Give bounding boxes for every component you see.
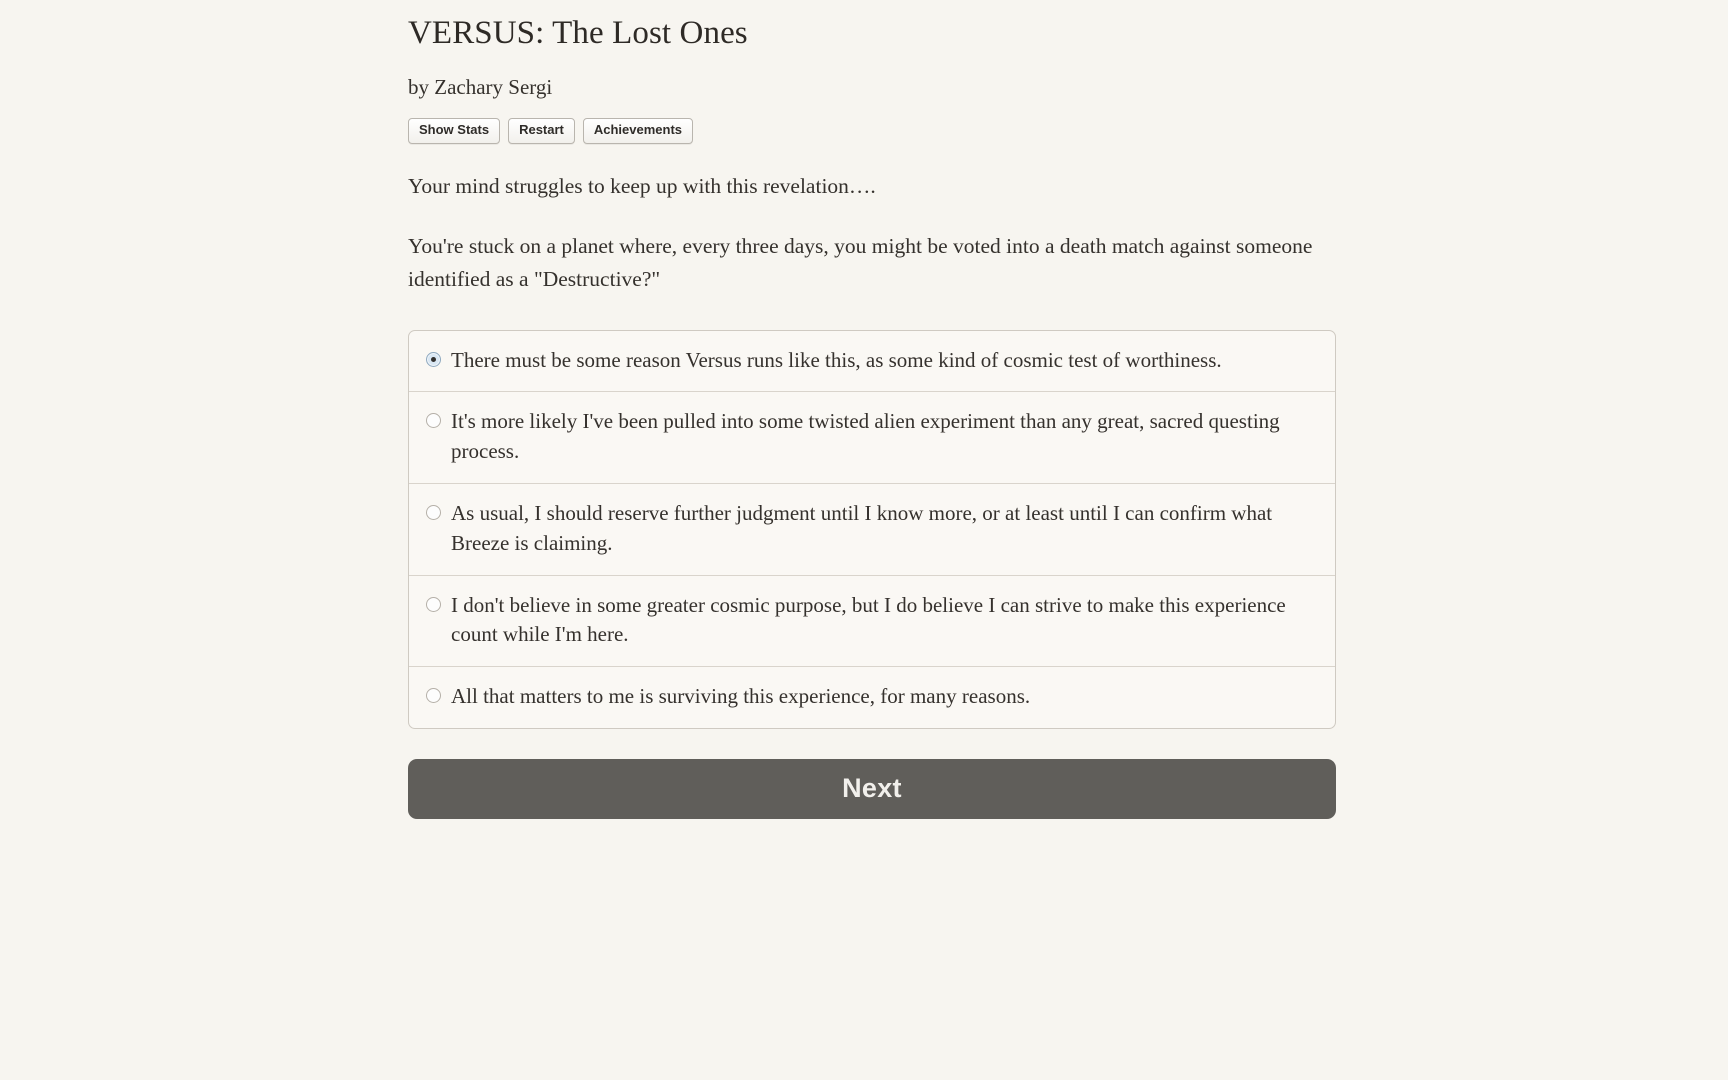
show-stats-button[interactable]: Show Stats: [408, 118, 500, 144]
next-button[interactable]: Next: [408, 759, 1336, 819]
choice-list: [408, 330, 1336, 730]
restart-button[interactable]: Restart: [508, 118, 575, 144]
radio-button-icon[interactable]: [426, 597, 441, 612]
story-paragraph: Your mind struggles to keep up with this revelation….: [408, 173, 876, 198]
story-text: [408, 170, 1336, 296]
page-title: VERSUS: The Lost Ones: [408, 15, 748, 51]
choice-option-1[interactable]: [409, 331, 1335, 392]
radio-button-icon[interactable]: [426, 352, 441, 367]
choice-option-2[interactable]: [409, 391, 1335, 483]
radio-button-icon[interactable]: [426, 413, 441, 428]
story-content-column: [408, 14, 1336, 819]
choice-option-3[interactable]: [409, 483, 1335, 575]
choice-option-label: I don't believe in some greater cosmic purpose, but I do believe I can strive to make this experience count while I'm here.: [451, 592, 1286, 647]
choice-option-5[interactable]: [409, 666, 1335, 728]
author-byline: by Zachary Sergi: [408, 74, 553, 99]
choice-option-4[interactable]: [409, 575, 1335, 667]
story-paragraph: You're stuck on a planet where, every three days, you might be voted into a death match against someone identified as a "Destructive?": [408, 234, 1313, 291]
choice-option-label: It's more likely I've been pulled into some twisted alien experiment than any great, sacred questing process.: [451, 409, 1280, 464]
radio-button-icon[interactable]: [426, 505, 441, 520]
choice-option-label: As usual, I should reserve further judgment until I know more, or at least until I can confirm what Breeze is claiming.: [451, 500, 1273, 555]
radio-button-icon[interactable]: [426, 688, 441, 703]
choice-option-label: All that matters to me is surviving this experience, for many reasons.: [451, 684, 1031, 709]
game-toolbar: [408, 118, 1336, 144]
achievements-button[interactable]: Achievements: [583, 118, 693, 144]
choice-option-label: There must be some reason Versus runs like this, as some kind of cosmic test of worthiness.: [451, 347, 1222, 372]
